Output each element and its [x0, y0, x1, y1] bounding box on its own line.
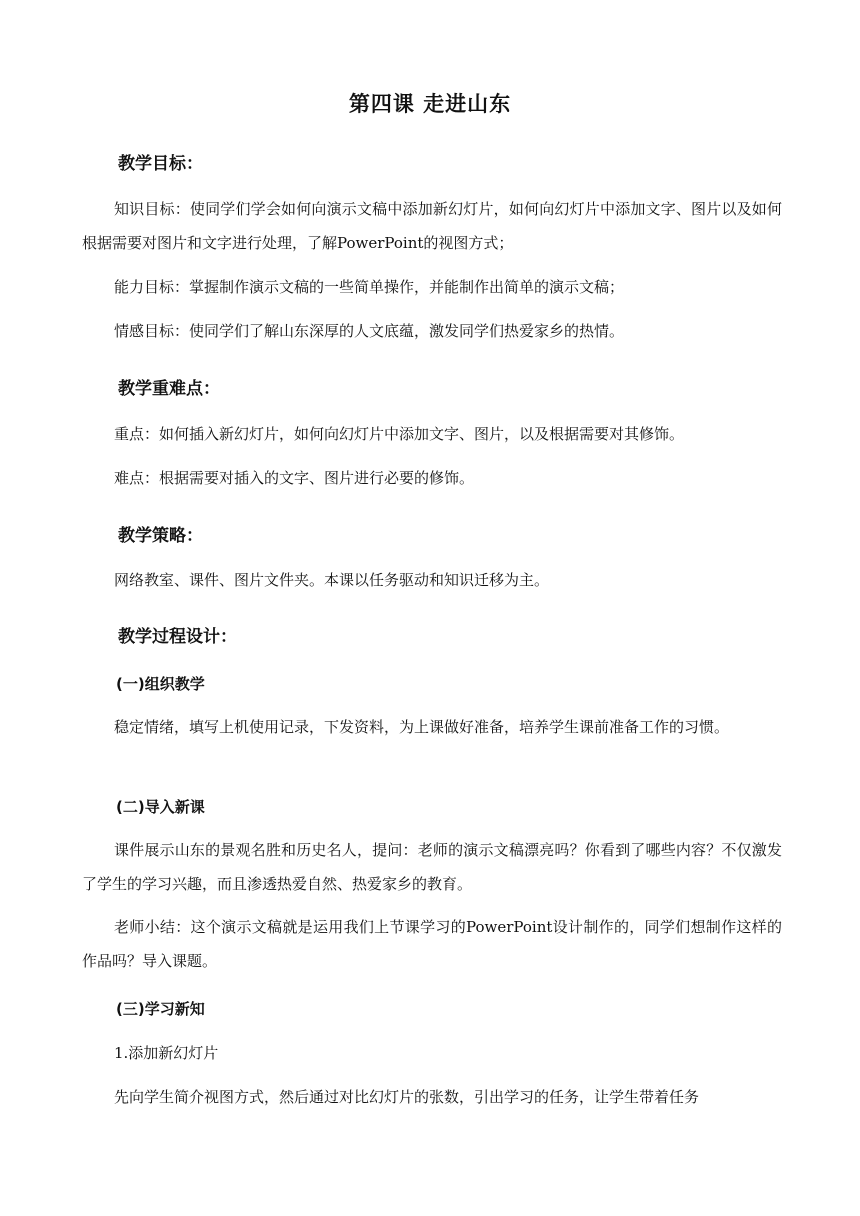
heading-strategy: 教学策略：: [118, 526, 203, 546]
page-title: 第四课 走进山东: [348, 92, 512, 116]
heading-part2: (二)导入新课: [116, 798, 205, 816]
heading-part3: (三)学习新知: [116, 1000, 205, 1018]
paragraph-part2-summary: 老师小结：这个演示文稿就是运用我们上节课学习的PowerPoint设计制作的，同学们想制作这样的作品吗？导入课题。: [82, 918, 782, 970]
heading-process: 教学过程设计：: [118, 627, 237, 647]
paragraph-part3: 先向学生简介视图方式，然后通过对比幻灯片的张数，引出学习的任务，让学生带着任务: [114, 1088, 700, 1106]
paragraph-strategy: 网络教室、课件、图片文件夹。本课以任务驱动和知识迁移为主。: [114, 571, 550, 589]
paragraph-difficulty: 难点：根据需要对插入的文字、图片进行必要的修饰。: [114, 469, 475, 487]
heading-key-points: 教学重难点：: [118, 379, 220, 399]
paragraph-part2-intro: 课件展示山东的景观名胜和历史名人，提问：老师的演示文稿漂亮吗？你看到了哪些内容？不仅激发了学生的学习兴趣，而且渗透热爱自然、热爱家乡的教育。: [82, 841, 782, 893]
paragraph-knowledge-goal: 知识目标：使同学们学会如何向演示文稿中添加新幻灯片，如何向幻灯片中添加文字、图片以及如何根据需要对图片和文字进行处理，了解PowerPoint的视图方式；: [82, 200, 782, 252]
heading-teaching-goals: 教学目标：: [118, 154, 203, 174]
heading-part1: (一)组织教学: [116, 675, 205, 693]
paragraph-emotion-goal: 情感目标：使同学们了解山东深厚的人文底蕴，激发同学们热爱家乡的热情。: [114, 322, 625, 340]
paragraph-ability-goal: 能力目标：掌握制作演示文稿的一些简单操作，并能制作出简单的演示文稿；: [114, 278, 625, 296]
subheading-add-slide: 1.添加新幻灯片: [114, 1044, 219, 1062]
paragraph-key-point: 重点：如何插入新幻灯片，如何向幻灯片中添加文字、图片，以及根据需要对其修饰。: [114, 425, 685, 443]
paragraph-part1: 稳定情绪，填写上机使用记录，下发资料，为上课做好准备，培养学生课前准备工作的习惯。: [114, 718, 730, 736]
